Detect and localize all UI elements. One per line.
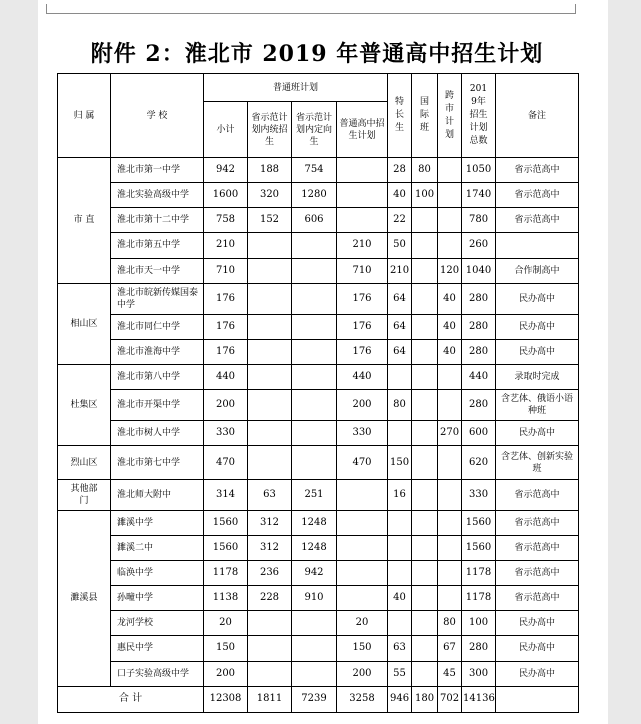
- unified-cell: 228: [248, 586, 292, 611]
- directed-cell: [292, 661, 337, 686]
- directed-cell: [292, 390, 337, 421]
- total-cell: 1560: [462, 535, 496, 560]
- directed-cell: 1280: [292, 183, 337, 208]
- school-name-cell: 淮北市树人中学: [111, 421, 204, 446]
- header-total-plan: 2019年招生计划总数: [462, 74, 496, 158]
- special-cell: [388, 561, 412, 586]
- directed-cell: [292, 314, 337, 339]
- special-cell: [388, 421, 412, 446]
- table-row: [58, 208, 579, 233]
- cross-cell: 40: [438, 314, 462, 339]
- directed-cell: [292, 446, 337, 479]
- table-row: [58, 535, 579, 560]
- subtotal-cell: 758: [204, 208, 248, 233]
- remark-cell: 民办高中: [496, 339, 579, 364]
- intl-cell: [412, 421, 438, 446]
- subtotal-cell: 200: [204, 661, 248, 686]
- special-cell: 80: [388, 390, 412, 421]
- cross-cell: 80: [438, 611, 462, 636]
- table-body: [58, 158, 579, 713]
- remark-cell: 民办高中: [496, 283, 579, 314]
- ordinary-cell: 330: [337, 421, 388, 446]
- cross-cell: 270: [438, 421, 462, 446]
- total-row: [58, 686, 579, 712]
- table-row: [58, 258, 579, 283]
- header-cross-city: 跨市计划: [438, 74, 462, 158]
- cross-cell: 67: [438, 636, 462, 661]
- school-name-cell: 淮北师大附中: [111, 479, 204, 510]
- unified-cell: 152: [248, 208, 292, 233]
- header-special: 特长生: [388, 74, 412, 158]
- subtotal-cell: 1560: [204, 510, 248, 535]
- cross-cell: [438, 561, 462, 586]
- remark-cell: 民办高中: [496, 661, 579, 686]
- special-cell: [388, 535, 412, 560]
- header-ordinary-plan: 普通班计划: [204, 74, 388, 102]
- school-name-cell: 淮北市淮海中学: [111, 339, 204, 364]
- unified-cell: [248, 233, 292, 258]
- subtotal-cell: 1560: [204, 535, 248, 560]
- intl-cell: [412, 535, 438, 560]
- intl-cell: [412, 283, 438, 314]
- ordinary-cell: [337, 183, 388, 208]
- school-name-cell: 口子实验高级中学: [111, 661, 204, 686]
- table-row: [58, 158, 579, 183]
- remark-cell: 合作制高中: [496, 258, 579, 283]
- total-cell: 280: [462, 339, 496, 364]
- table-row: [58, 586, 579, 611]
- group-cell: 濉溪县: [58, 510, 111, 686]
- header-school: 学 校: [111, 74, 204, 158]
- group-cell: 相山区: [58, 283, 111, 364]
- directed-cell: 251: [292, 479, 337, 510]
- special-cell: 28: [388, 158, 412, 183]
- total-cell: 280: [462, 390, 496, 421]
- header-prov-directed: 省示范计划内定向生: [292, 102, 337, 158]
- unified-cell: [248, 283, 292, 314]
- total-cell: 280: [462, 283, 496, 314]
- group-cell: 杜集区: [58, 365, 111, 446]
- unified-cell: 236: [248, 561, 292, 586]
- table-row: [58, 510, 579, 535]
- intl-cell: [412, 365, 438, 390]
- intl-cell: [412, 636, 438, 661]
- directed-cell: [292, 233, 337, 258]
- special-cell: 16: [388, 479, 412, 510]
- intl-cell: [412, 510, 438, 535]
- school-name-cell: 惠民中学: [111, 636, 204, 661]
- special-cell: 55: [388, 661, 412, 686]
- special-cell: 210: [388, 258, 412, 283]
- ordinary-cell: [337, 510, 388, 535]
- school-name-cell: 淮北市开渠中学: [111, 390, 204, 421]
- special-cell: 64: [388, 339, 412, 364]
- table-row: [58, 314, 579, 339]
- total-cell: 780: [462, 208, 496, 233]
- table-row: [58, 636, 579, 661]
- table-row: [58, 611, 579, 636]
- intl-cell: [412, 208, 438, 233]
- special-cell: 150: [388, 446, 412, 479]
- unified-cell: 188: [248, 158, 292, 183]
- header-group: 归 属: [58, 74, 111, 158]
- intl-cell: 80: [412, 158, 438, 183]
- enrollment-plan-table: [57, 73, 579, 713]
- total-cell: 280: [462, 314, 496, 339]
- table-row: [58, 479, 579, 510]
- group-cell: 其他部门: [58, 479, 111, 510]
- special-cell: 40: [388, 183, 412, 208]
- directed-cell: [292, 611, 337, 636]
- school-name-cell: 淮北市第五中学: [111, 233, 204, 258]
- total-cell: 600: [462, 421, 496, 446]
- school-name-cell: 濉溪中学: [111, 510, 204, 535]
- remark-cell: 民办高中: [496, 421, 579, 446]
- ordinary-cell: 470: [337, 446, 388, 479]
- total-cell: 1050: [462, 158, 496, 183]
- directed-cell: 1248: [292, 510, 337, 535]
- unified-cell: 312: [248, 510, 292, 535]
- unified-cell: [248, 258, 292, 283]
- total-label: 合 计: [58, 686, 204, 712]
- total-cell: 1740: [462, 183, 496, 208]
- subtotal-cell: 176: [204, 339, 248, 364]
- cross-cell: [438, 208, 462, 233]
- intl-cell: [412, 314, 438, 339]
- school-name-cell: 淮北实验高级中学: [111, 183, 204, 208]
- directed-cell: [292, 636, 337, 661]
- ordinary-cell: 200: [337, 390, 388, 421]
- special-cell: [388, 365, 412, 390]
- directed-cell: 1248: [292, 535, 337, 560]
- intl-cell: [412, 479, 438, 510]
- subtotal-cell: 314: [204, 479, 248, 510]
- ordinary-cell: [337, 586, 388, 611]
- subtotal-cell: 710: [204, 258, 248, 283]
- remark-cell: 民办高中: [496, 611, 579, 636]
- cross-cell: [438, 479, 462, 510]
- cross-cell: [438, 510, 462, 535]
- ordinary-cell: [337, 158, 388, 183]
- intl-cell: [412, 446, 438, 479]
- directed-cell: [292, 283, 337, 314]
- ordinary-cell: [337, 208, 388, 233]
- total-cell: 1560: [462, 510, 496, 535]
- ordinary-cell: 176: [337, 314, 388, 339]
- page-top-rule: [46, 13, 576, 14]
- remark-cell: 省示范高中: [496, 208, 579, 233]
- unified-cell: [248, 636, 292, 661]
- school-name-cell: 龙河学校: [111, 611, 204, 636]
- total-cell: 260: [462, 233, 496, 258]
- ordinary-cell: [337, 561, 388, 586]
- header-ordinary-high: 普通高中招生计划: [337, 102, 388, 158]
- unified-cell: [248, 421, 292, 446]
- total-cell: 440: [462, 365, 496, 390]
- ordinary-cell: [337, 479, 388, 510]
- directed-cell: 754: [292, 158, 337, 183]
- table-row: [58, 183, 579, 208]
- ordinary-cell: 210: [337, 233, 388, 258]
- school-name-cell: 濉溪二中: [111, 535, 204, 560]
- total-total-cell: 14136: [462, 686, 496, 712]
- table-row: [58, 446, 579, 479]
- school-name-cell: 淮北市第七中学: [111, 446, 204, 479]
- cross-cell: [438, 586, 462, 611]
- table-row: [58, 339, 579, 364]
- remark-cell: 省示范高中: [496, 561, 579, 586]
- remark-cell: 省示范高中: [496, 479, 579, 510]
- school-name-cell: 淮北市第八中学: [111, 365, 204, 390]
- table-row: [58, 233, 579, 258]
- subtotal-cell: 1178: [204, 561, 248, 586]
- special-cell: [388, 611, 412, 636]
- special-cell: 50: [388, 233, 412, 258]
- cross-cell: [438, 535, 462, 560]
- remark-cell: 录取时完成: [496, 365, 579, 390]
- directed-cell: [292, 339, 337, 364]
- school-name-cell: 淮北市第一中学: [111, 158, 204, 183]
- ordinary-cell: 176: [337, 339, 388, 364]
- total-remark-cell: [496, 686, 579, 712]
- special-cell: [388, 510, 412, 535]
- special-cell: 22: [388, 208, 412, 233]
- intl-cell: [412, 233, 438, 258]
- unified-cell: [248, 446, 292, 479]
- table-row: [58, 283, 579, 314]
- directed-cell: [292, 421, 337, 446]
- subtotal-cell: 176: [204, 283, 248, 314]
- unified-cell: 63: [248, 479, 292, 510]
- table-row: [58, 661, 579, 686]
- header-subtotal: 小计: [204, 102, 248, 158]
- header-international: 国际班: [412, 74, 438, 158]
- cross-cell: 45: [438, 661, 462, 686]
- total-cross-cell: 702: [438, 686, 462, 712]
- intl-cell: [412, 586, 438, 611]
- intl-cell: [412, 258, 438, 283]
- total-cell: 1178: [462, 561, 496, 586]
- special-cell: 64: [388, 283, 412, 314]
- ordinary-cell: 710: [337, 258, 388, 283]
- unified-cell: [248, 661, 292, 686]
- header-remark: 备注: [496, 74, 579, 158]
- remark-cell: [496, 233, 579, 258]
- school-name-cell: 淮北市同仁中学: [111, 314, 204, 339]
- school-name-cell: 淮北市第十二中学: [111, 208, 204, 233]
- total-unified-cell: 1811: [248, 686, 292, 712]
- table-row: [58, 390, 579, 421]
- subtotal-cell: 20: [204, 611, 248, 636]
- group-cell: 市 直: [58, 158, 111, 284]
- remark-cell: 省示范高中: [496, 183, 579, 208]
- directed-cell: 606: [292, 208, 337, 233]
- total-cell: 620: [462, 446, 496, 479]
- document-title: 附件 2：淮北市 2019 年普通高中招生计划: [90, 41, 544, 67]
- subtotal-cell: 1138: [204, 586, 248, 611]
- table-row: [58, 421, 579, 446]
- intl-cell: [412, 339, 438, 364]
- table-row: [58, 561, 579, 586]
- intl-cell: [412, 661, 438, 686]
- cross-cell: [438, 233, 462, 258]
- directed-cell: 942: [292, 561, 337, 586]
- table-row: [58, 365, 579, 390]
- subtotal-cell: 942: [204, 158, 248, 183]
- remark-cell: 省示范高中: [496, 158, 579, 183]
- school-name-cell: 孙疃中学: [111, 586, 204, 611]
- school-name-cell: 淮北市天一中学: [111, 258, 204, 283]
- total-cell: 280: [462, 636, 496, 661]
- total-cell: 1178: [462, 586, 496, 611]
- subtotal-cell: 210: [204, 233, 248, 258]
- subtotal-cell: 330: [204, 421, 248, 446]
- unified-cell: [248, 339, 292, 364]
- remark-cell: 民办高中: [496, 636, 579, 661]
- unified-cell: [248, 390, 292, 421]
- subtotal-cell: 1600: [204, 183, 248, 208]
- subtotal-cell: 150: [204, 636, 248, 661]
- total-ordinary-cell: 3258: [337, 686, 388, 712]
- remark-cell: 民办高中: [496, 314, 579, 339]
- total-cell: 300: [462, 661, 496, 686]
- total-subtotal-cell: 12308: [204, 686, 248, 712]
- intl-cell: [412, 561, 438, 586]
- ordinary-cell: 176: [337, 283, 388, 314]
- special-cell: 40: [388, 586, 412, 611]
- ordinary-cell: [337, 535, 388, 560]
- special-cell: 64: [388, 314, 412, 339]
- cross-cell: [438, 183, 462, 208]
- subtotal-cell: 470: [204, 446, 248, 479]
- intl-cell: [412, 390, 438, 421]
- cross-cell: 40: [438, 283, 462, 314]
- cross-cell: 120: [438, 258, 462, 283]
- unified-cell: 320: [248, 183, 292, 208]
- intl-cell: 100: [412, 183, 438, 208]
- cross-cell: [438, 365, 462, 390]
- remark-cell: 含艺体、俄语小语种班: [496, 390, 579, 421]
- header-prov-unified: 省示范计划内统招生: [248, 102, 292, 158]
- unified-cell: [248, 365, 292, 390]
- remark-cell: 含艺体、创新实验班: [496, 446, 579, 479]
- ordinary-cell: 440: [337, 365, 388, 390]
- subtotal-cell: 200: [204, 390, 248, 421]
- remark-cell: 省示范高中: [496, 535, 579, 560]
- unified-cell: 312: [248, 535, 292, 560]
- school-name-cell: 临涣中学: [111, 561, 204, 586]
- ordinary-cell: 200: [337, 661, 388, 686]
- subtotal-cell: 440: [204, 365, 248, 390]
- intl-cell: [412, 611, 438, 636]
- directed-cell: [292, 258, 337, 283]
- cross-cell: [438, 158, 462, 183]
- total-directed-cell: 7239: [292, 686, 337, 712]
- cross-cell: 40: [438, 339, 462, 364]
- unified-cell: [248, 314, 292, 339]
- ordinary-cell: 150: [337, 636, 388, 661]
- total-cell: 100: [462, 611, 496, 636]
- total-cell: 330: [462, 479, 496, 510]
- subtotal-cell: 176: [204, 314, 248, 339]
- ordinary-cell: 20: [337, 611, 388, 636]
- remark-cell: 省示范高中: [496, 510, 579, 535]
- special-cell: 63: [388, 636, 412, 661]
- total-cell: 1040: [462, 258, 496, 283]
- cross-cell: [438, 446, 462, 479]
- group-cell: 烈山区: [58, 446, 111, 479]
- directed-cell: [292, 365, 337, 390]
- unified-cell: [248, 611, 292, 636]
- directed-cell: 910: [292, 586, 337, 611]
- remark-cell: 省示范高中: [496, 586, 579, 611]
- school-name-cell: 淮北市皖新传媒国泰中学: [111, 283, 204, 314]
- total-intl-cell: 180: [412, 686, 438, 712]
- total-special-cell: 946: [388, 686, 412, 712]
- cross-cell: [438, 390, 462, 421]
